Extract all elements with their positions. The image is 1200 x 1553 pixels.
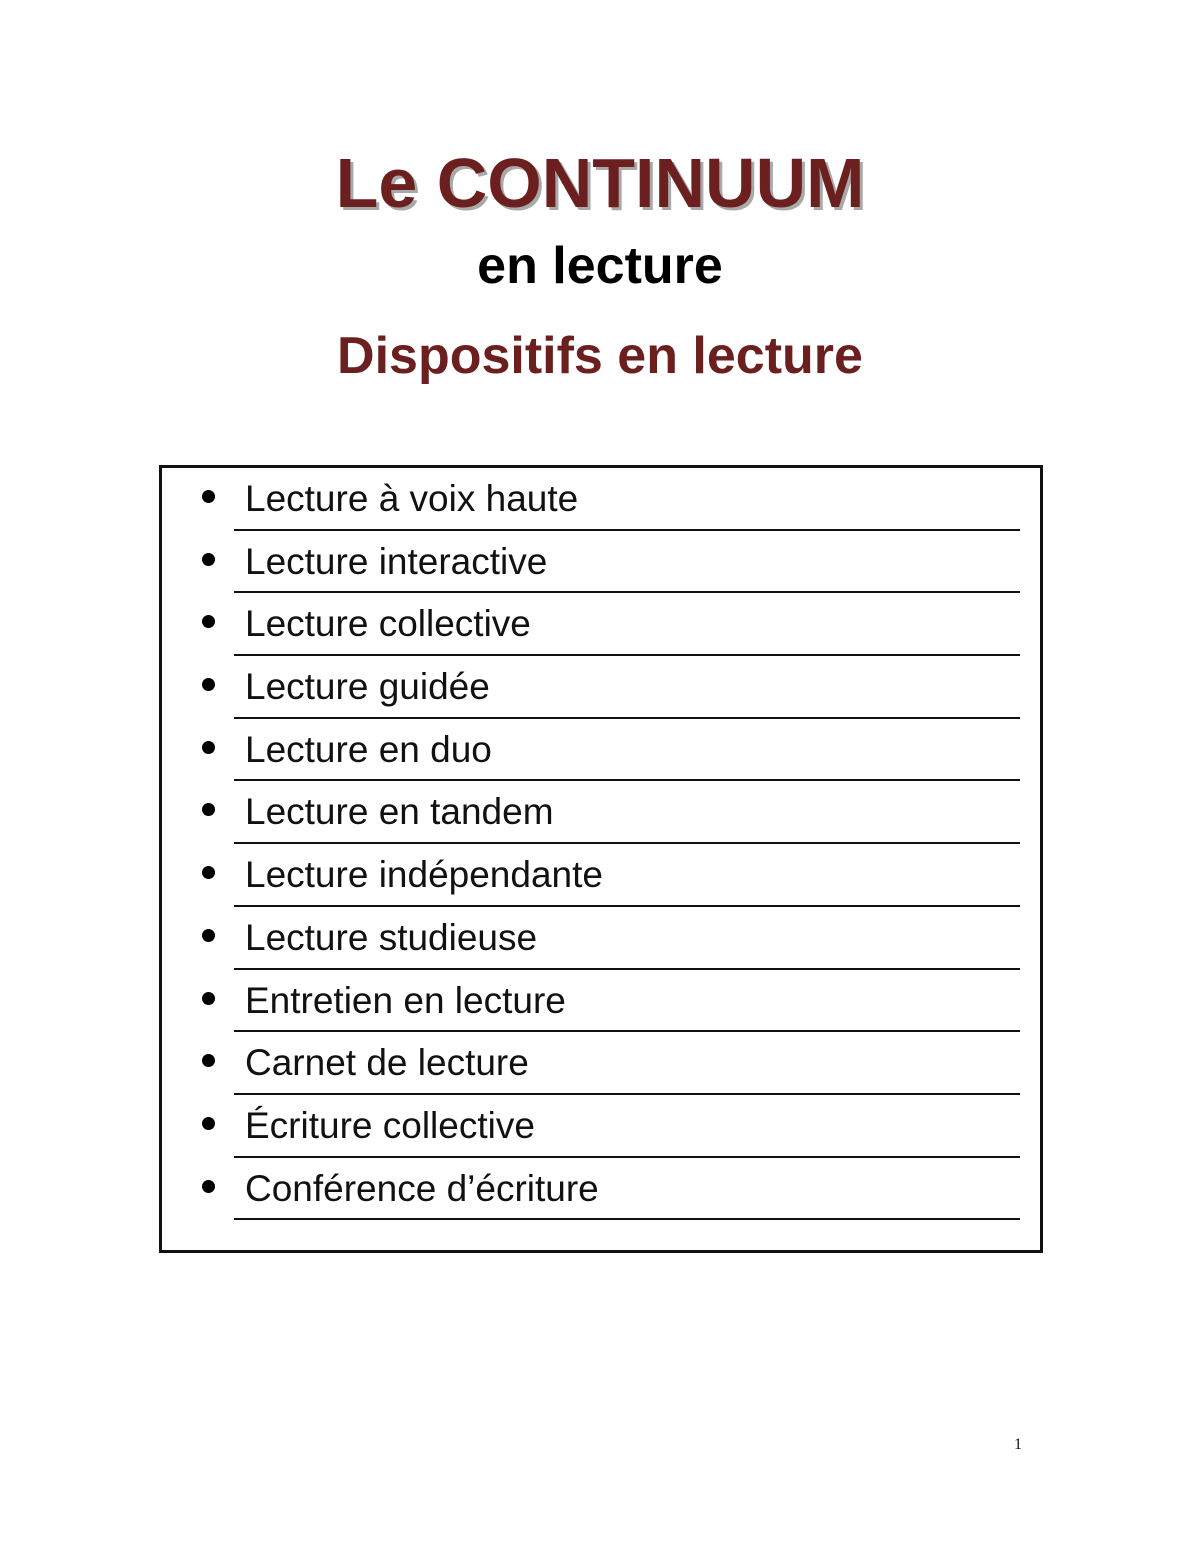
list-item-label: Carnet de lecture <box>245 1042 529 1084</box>
bullet-icon <box>202 803 215 816</box>
list-item <box>162 1158 1040 1221</box>
document-subtitle: en lecture <box>477 237 723 295</box>
bullet-icon <box>202 1117 215 1130</box>
dispositifs-list <box>162 468 1040 1220</box>
list-item <box>162 1032 1040 1095</box>
bullet-icon <box>202 866 215 879</box>
bullet-icon <box>202 490 215 503</box>
list-item <box>162 593 1040 656</box>
dispositifs-list-box <box>159 465 1043 1253</box>
list-item-label: Lecture en duo <box>245 728 492 770</box>
list-item-label: Entretien en lecture <box>245 979 566 1021</box>
bullet-icon <box>202 553 215 566</box>
list-item-label: Lecture studieuse <box>245 916 538 958</box>
bullet-icon <box>202 741 215 754</box>
list-item <box>162 907 1040 970</box>
list-item-label: Lecture indépendante <box>245 854 603 896</box>
bullet-icon <box>202 1180 215 1193</box>
section-heading: Dispositifs en lecture <box>337 327 863 385</box>
list-item-label: Lecture collective <box>245 603 531 645</box>
list-item-label: Lecture en tandem <box>245 791 554 833</box>
list-item <box>162 970 1040 1033</box>
list-item-label: Conférence d’écriture <box>245 1167 599 1209</box>
list-item <box>162 531 1040 594</box>
bullet-icon <box>202 929 215 942</box>
page-number: 1 <box>1014 1436 1022 1453</box>
writing-line <box>234 1218 1020 1220</box>
list-item-label: Lecture à voix haute <box>245 478 579 519</box>
list-item-label: Lecture guidée <box>245 666 490 708</box>
list-item <box>162 468 1040 531</box>
list-item <box>162 781 1040 844</box>
bullet-icon <box>202 1054 215 1067</box>
bullet-icon <box>202 992 215 1005</box>
document-title: Le CONTINUUM <box>335 144 865 222</box>
list-item <box>162 844 1040 907</box>
list-item <box>162 656 1040 719</box>
list-item <box>162 1095 1040 1158</box>
list-item-label: Lecture interactive <box>245 540 548 582</box>
bullet-icon <box>202 615 215 628</box>
list-item-label: Écriture collective <box>245 1104 535 1146</box>
list-item <box>162 719 1040 782</box>
bullet-icon <box>202 678 215 691</box>
